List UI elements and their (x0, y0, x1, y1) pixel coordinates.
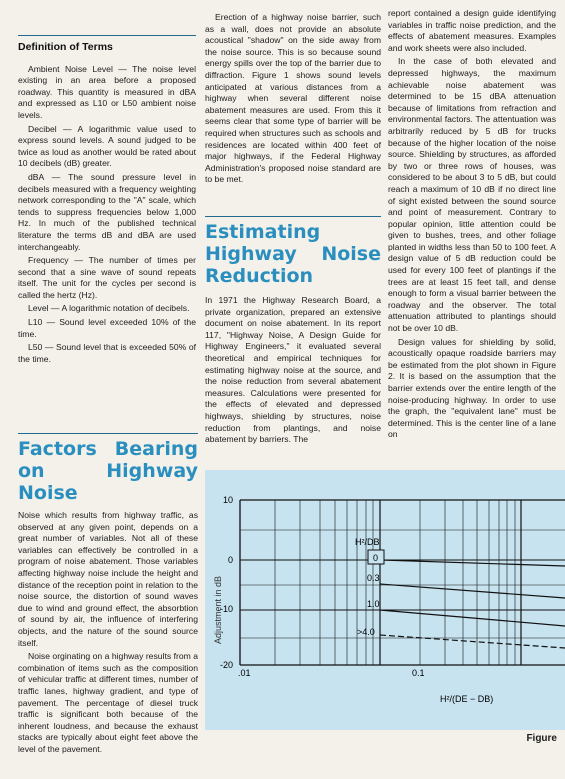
y-tick: 10 (222, 495, 233, 505)
paragraph: In the case of both elevated and depressed highways, the maximum achievable noise abatement was determined to be 15 dBA attenuation because of limitations from refraction and environmental factors. The attentuation was arbitrarily reduced by 5 dB for trucks because of the higher location of the noise source. Shielding by structures, as afforded by two or three rows of houses, was considered to be about 3 to 5 dB, but could reach a maximum of 10 dB if no direct line of sight existed between the sound source and point of measurement. Contrary to popular opinion, little attention could be given to bushes, trees, and other foliage planted in widths less than 50 to 100 feet. A design value of 5 dB reduction could be used for every 100 feet of plantings if the trees are at least 15 feet tall, and dense enough to form a visual barrier between the roadway and the observer. The total attenuation attributed to plantings should not be over 10 dB. (388, 56, 556, 334)
paragraph: Noise orginating on a highway results from a combination of items such as the composition of vehicular traffic at different times, number of traffic lanes, highway gradient, and type of pavement. The percentage of diesel truck traffic is significant both because of the inherent loudness, and because the exhaust stacks are typically about eight feet above the level of the pavement. (18, 651, 198, 754)
def-dba: dBA — The sound pressure level in decibels measured with a frequency weighting network corresponding to the "A" scale, which tends to suppress frequencies below 1,000 Hz. In much of the published technical literature the terms dB and dBA are used interchangeably. (18, 171, 196, 252)
curve-label: 0.3 (367, 573, 380, 583)
def-ambient: Ambient Noise Level — The noise level existing in an area before a proposed roadway. This quantity is measured in dBA and expressed as L10 or L50 ambient noise levels. (18, 63, 196, 120)
paragraph: Noise which results from highway traffic, as observed at any given point, depends on a great number of variables. Not all of these variables can effectively be controlled in a program of noise abatement. Those variables affecting highway noise include the height and distance of the reception point in relation to the noise source, the distortion of sound waves due to wind and ground effect, the absorbtion of sound by air, the influence of interfering objects, and the nature of the sound source itself. (18, 510, 198, 648)
def-l10: L10 — Sound level exceeded 10% of the time. (18, 317, 196, 339)
column-3 (388, 0, 556, 443)
def-frequency: Frequency — The number of times per second that a sine wave of sound repeats itself. The unit for the cycles per second is called the hertz (Hz). (18, 255, 196, 300)
curve-label: >4.0 (357, 627, 375, 637)
def-level: Level — A logarithmic notation of decibels. (28, 303, 190, 314)
curve-parameter-label: H²/DB (355, 537, 380, 547)
y-tick: 0 (227, 555, 233, 565)
divider (18, 433, 198, 434)
column-2 (205, 0, 381, 188)
x-tick: 0.1 (412, 668, 425, 678)
figure-2 (205, 470, 565, 730)
def-decibel: Decibel — A logarithmic value used to express sound levels. A sound judged to be twice as loud as another would be rated about 10 decibels (dB) greater. (18, 123, 196, 169)
y-tick: -20 (219, 660, 233, 670)
paragraph: Design values for shielding by solid, acoustically opaque roadside barriers may be estimated from the plot shown in Figure 2. It is based on the assumption that the barrier extends over the entire length of the noise-producing highway. In order to use the graph, the "equivalent lane" must be determined. This is the center line of a lane on (388, 336, 556, 440)
divider (18, 35, 196, 36)
curve-label: 0 (373, 553, 379, 563)
figure-caption: Figure (526, 733, 557, 744)
curve-label: 1.0 (367, 599, 380, 609)
section-estimating (205, 216, 381, 448)
section-heading: Factors Bearing on Highway Noise (18, 438, 198, 504)
column-1 (18, 0, 196, 367)
section-factors (18, 433, 198, 757)
x-axis-label: H²/(DE − DB) (440, 694, 494, 704)
y-axis-label: Adjustment in dB (213, 575, 223, 645)
grid (240, 500, 565, 665)
paragraph: Erection of a highway noise barrier, such as a wall, does not provide an absolute acoustical "shadow" on the side away from the noise source. This is so because sound energy spills over the top of the barrier due to diffraction. Figure 1 shows sound levels anticipated at various distances from a highway when several different noise abatement measures are used. From this it seems clear that some type of barrier will be required when structures such as schools and residences are located within 400 feet of major highways, if the Federal Highway Administration's proposed noise standard are to be met. (205, 12, 381, 185)
divider (205, 216, 381, 217)
definitions-heading: Definition of Terms (18, 41, 113, 53)
def-l50: L50 — Sound level that is exceeded 50% of the time. (18, 342, 196, 364)
y-tick: -10 (219, 604, 233, 614)
section-heading: Estimating Highway Noise Reduction (205, 221, 381, 287)
paragraph: report contained a design guide identifying variables in traffic noise prediction, and the effects of abatement measures. Examples and work sheets were also included. (388, 8, 556, 53)
paragraph: In 1971 the Highway Research Board, a private organization, prepared an extensive document on noise abatement. In its report 117, "Highway Noise, A Design Guide for Highway Engineers," it evaluated several theoretical and empirical techniques for estimating highway noise at the source, and the noise reduction from several abatement measures. Calculations were presented for the effects of elevated and depressed highways, shielding by structures, noise reduction from plantings, and noise abatement by barriers. The (205, 295, 381, 445)
x-tick: .01 (238, 668, 251, 678)
figure-graph (205, 470, 565, 730)
